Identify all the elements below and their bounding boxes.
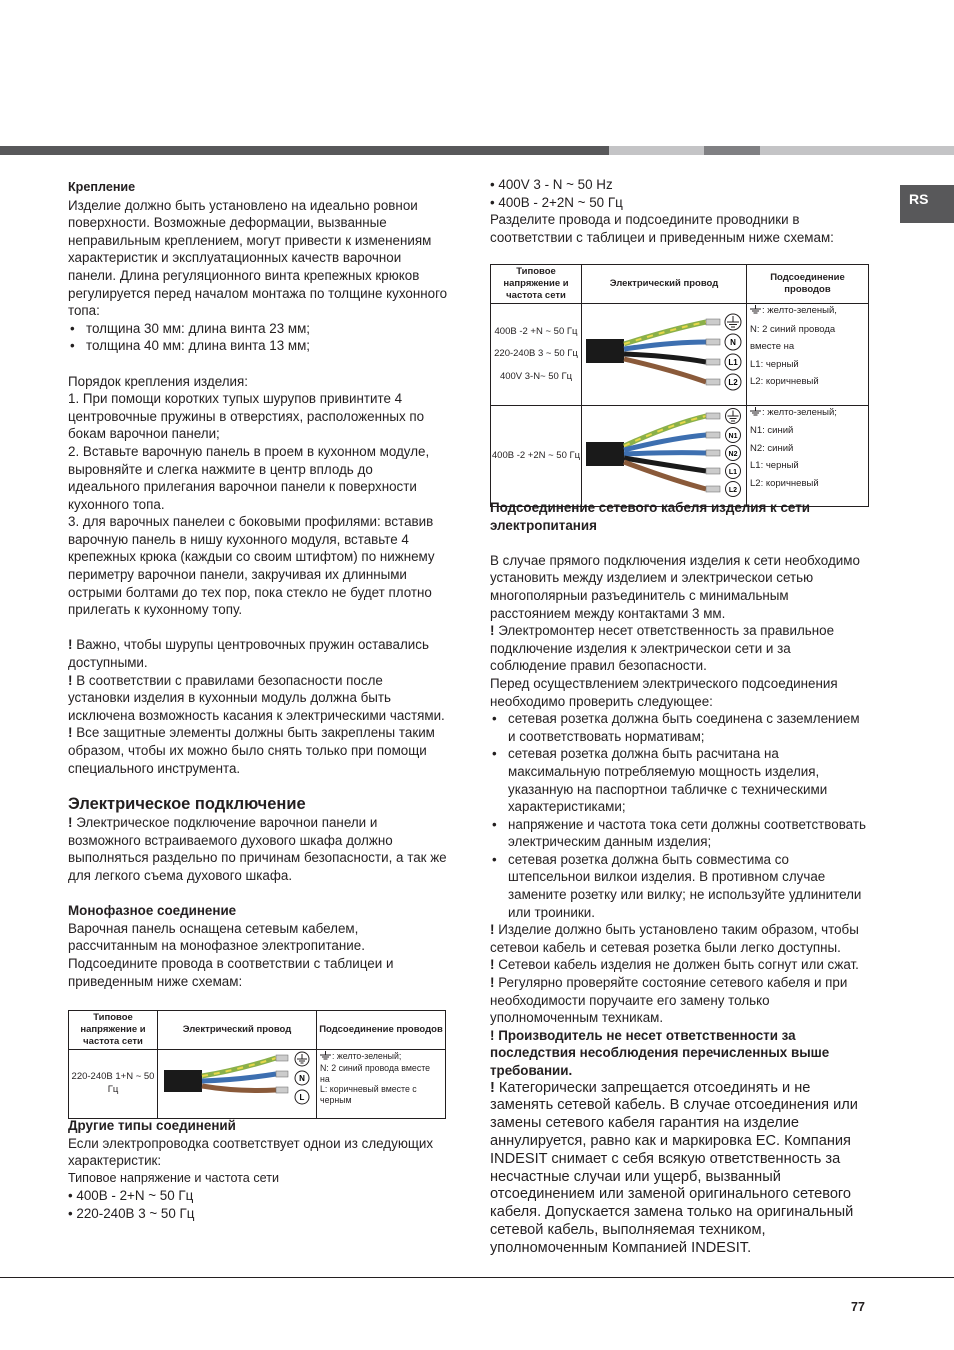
procedure-step: 1. При помощи коротких тупых шурупов привинтите 4 центровочные пружины в отверстиях, расположенных по бокам варочнои панели; (68, 391, 425, 442)
exclamation-icon: ! (490, 623, 495, 639)
list-item: • 400В - 2+2N ~ 50 Гц (490, 194, 623, 210)
table-cell-voltage: 400В -2 +2N ~ 50 Гц (491, 405, 582, 507)
warning: ! Электромонтер несет ответственность за правильное подключение изделия к электрическои сети и за соблюдение правил безопасности. (490, 623, 835, 674)
other-sub: Типовое напряжение и частота сети (68, 1170, 279, 1185)
exclamation-icon: ! (490, 1027, 495, 1043)
electric-heading: Электрическое подключение (68, 795, 306, 814)
terminal-label: L2 (728, 378, 738, 387)
right-column-top (490, 176, 870, 246)
exclamation-icon: ! (68, 815, 73, 831)
terminal-label: N2 (728, 450, 738, 458)
exclamation-icon: ! (490, 922, 495, 938)
warning: ! Категорически запрещается отсоединять и не заменять сетевой кабель. В случае отсоединения или замены сетевого кабеля гарантия на изделие аннулируется, равно как и маркировка ЕС. Компания INDESIT снимает с себя всякую ответственность за несчастные случаи или ущерб, вызванный отсоединением или заменой оригинального сетевого кабеля. Допускается замена только на оригинальный сетевой кабель, выполняемая техником, уполномоченным Компанией INDESIT. (490, 1079, 858, 1256)
wire-diagram-mono (158, 1050, 317, 1113)
cable-sheath (164, 1070, 202, 1092)
list-item: • 400V 3 - N ~ 50 Hz (490, 177, 613, 192)
mount-heading: Крепление (68, 180, 136, 194)
warning: ! Сетевои кабель изделия не должен быть согнут или сжат. (490, 957, 859, 973)
other-heading: Другие типы соединений (68, 1118, 236, 1133)
wire-blue (624, 342, 706, 349)
warning: ! В соответствии с правилами безопасности после установки изделия в кухонныи модуль должна быть исключена возможность касания к электрическими частями. (68, 672, 445, 723)
wire-diagram-cell (158, 1050, 317, 1119)
table-cell-connection: : желто-зеленый; N1: синий N2: синий L1: черный L2: коричневый (747, 405, 869, 507)
exclamation-icon: ! (490, 957, 495, 973)
cable-sheath (586, 442, 624, 466)
wire-diagram-row1 (582, 304, 747, 400)
table-cell-connection: : желто-зеленый, N: 2 синий провода вместе на L1: черный L2: коричневый (747, 304, 869, 406)
terminal-label: L (299, 1093, 305, 1102)
exclamation-icon: ! (490, 975, 495, 991)
right-column-bottom (490, 499, 870, 1258)
page-number: 77 (851, 1300, 865, 1314)
electric-text: ! Электрическое подключение варочнои панели и возможного встраиваемого духового шкафа должно выполняться раздельно по причинам безопасности, а так же для легкого съема духового шкафа. (68, 815, 447, 883)
warning: ! Регулярно проверяйте состояние сетевого кабеля и при необходимости поручаите его замену только уполномоченным техникам. (490, 975, 848, 1026)
list-item: • сетевая розетка должна быть совместима со штепсельнои вилкои изделия. В противном случае замените розетку или вилку; не используйте удлинители или троиники. (490, 851, 870, 921)
table-header-connection: Подсоединение проводов (747, 265, 869, 304)
terminal-label: N1 (728, 432, 738, 440)
exclamation-icon: ! (68, 637, 73, 653)
mount-text: Изделие должно быть установлено на идеально ровнои поверхности. Возможные деформации, вызванные неправильным креплением, могут привести к изменениям характеристик и эксплуатационных качеств варочнои панели. Длина регуляционного винта крепежных крюков регулируется перед началом монтажа по толщине кухонного топа: (68, 197, 448, 319)
wire-brown (202, 1086, 276, 1091)
top-bar-light (609, 146, 704, 155)
mount-bullets (68, 320, 448, 355)
footer-rule (0, 1277, 954, 1278)
terminal-label: L1 (728, 358, 738, 367)
cable-heading: Подсоединение сетевого кабеля изделия к сети электропитания (490, 500, 810, 533)
left-column (68, 179, 448, 990)
before-text: Перед осуществлением электрического подсоединения необходимо проверить следующее: (490, 675, 838, 709)
terminal-label: N (299, 1074, 305, 1083)
terminal-label: N (730, 338, 736, 347)
mono-heading: Монофазное соединение (68, 903, 237, 919)
list-item: • сетевая розетка должна быть расчитана на максимальную потребляемую мощность изделия, указанную на паспортнои табличке с техническими характеристиками; (490, 745, 870, 815)
other-text: Если электропроводка соответствует однои из следующих характеристик: (68, 1135, 434, 1169)
table-cell-voltage: 220-240В 1+N ~ 50 Гц (69, 1050, 158, 1119)
warning: ! Изделие должно быть установлено таким образом, чтобы сетевои кабель и сетевая розетка были легко доступны. (490, 922, 859, 955)
wire-blue (624, 452, 706, 453)
wiring-table-three-phase (490, 264, 869, 507)
language-tab: RS (900, 185, 954, 223)
list-item: • 400В - 2+N ~ 50 Гц (68, 1188, 194, 1204)
wiring-table-mono (68, 1010, 446, 1119)
table-header-voltage: Типовое напряжение и частота сети (69, 1011, 158, 1050)
wire-diagram-row2 (582, 406, 747, 502)
list-item: • толщина 30 мм: длина винта 23 мм; (68, 320, 448, 338)
cable-sheath (586, 339, 624, 363)
ground-icon (750, 305, 761, 319)
cable-text: В случае прямого подключения изделия к сети необходимо установить между изделием и электрическои сетью многополярныи разъединитель с минимальным расстоянием между контактами 3 мм. (490, 552, 860, 621)
top-bar-dark (0, 146, 609, 155)
list-item: • 220-240В 3 ~ 50 Гц (68, 1205, 195, 1221)
terminal-label: L1 (728, 468, 738, 476)
intro-text: Разделите провода и подсоедините проводники в соответствии с таблицеи и приведенным ниже схемам: (490, 212, 834, 245)
ground-icon (750, 407, 761, 421)
top-bar-mid (704, 146, 760, 155)
procedure-step: 2. Вставьте варочную панель в проем в кухонном модуле, выровняйте и слегка нажмите в центр вплодь до идеального прилегания варочнои панели к поверхности кухонного топа. (68, 443, 430, 512)
exclamation-icon: ! (68, 672, 73, 688)
left-column-bottom (68, 1117, 448, 1223)
table-header-connection: Подсоединение проводов (317, 1011, 446, 1050)
exclamation-icon: ! (68, 725, 73, 741)
ground-icon (320, 1051, 331, 1063)
list-item: • напряжение и частота тока сети должны соответствовать электрическим данным изделия; (490, 816, 870, 851)
list-item: • сетевая розетка должна быть соединена с заземлением и соответствовать нормативам; (490, 710, 870, 745)
table-cell-connection: : желто-зеленый; N: 2 синий провода вместе на L: коричневый вместе с черным (317, 1050, 446, 1119)
exclamation-icon: ! (490, 1079, 495, 1096)
procedure-step: 3. для варочных панелеи с боковыми профилями: вставив варочную панель в нишу кухонного модуля, вставьте 4 крепежных крюка (каждыи со своим штифтом) по нижнему периметру варочнои панели, закручивая их длинными острыми болтами до тех пор, пока стекло не будет плотно прилегать к кухонному топу. (68, 514, 435, 618)
list-item: • толщина 40 мм: длина винта 13 мм; (68, 337, 448, 355)
top-bar-light-end (760, 146, 954, 155)
table-header-wire: Электрический провод (582, 265, 747, 304)
table-header-wire: Электрический провод (158, 1011, 317, 1050)
warning: ! Все защитные элементы должны быть закреплены таким образом, чтобы их можно было снять только при помощи специального инструмента. (68, 725, 435, 776)
mono-text: Варочная панель оснащена сетевым кабелем, рассчитанным на монофазное электропитание. Подсоедините провода в соответствии с таблицеи и приведенным ниже схемам: (68, 920, 394, 989)
procedure-intro: Порядок крепления изделия: (68, 373, 248, 389)
table-cell-voltage: 400В -2 +N ~ 50 Гц 220-240В 3 ~ 50 Гц 400V 3-N~ 50 Гц (491, 304, 582, 406)
warning: ! Производитель не несет ответственности за последствия несоблюдения перечисленных выше требовании. (490, 1027, 830, 1078)
wire-diagram-cell (582, 405, 747, 507)
wire-diagram-cell (582, 304, 747, 406)
checks-list (490, 710, 870, 921)
terminal-label: L2 (728, 486, 738, 494)
warning: ! Важно, чтобы шурупы центровочных пружин оставались доступными. (68, 637, 429, 671)
table-header-voltage: Типовое напряжение и частота сети (491, 265, 582, 304)
